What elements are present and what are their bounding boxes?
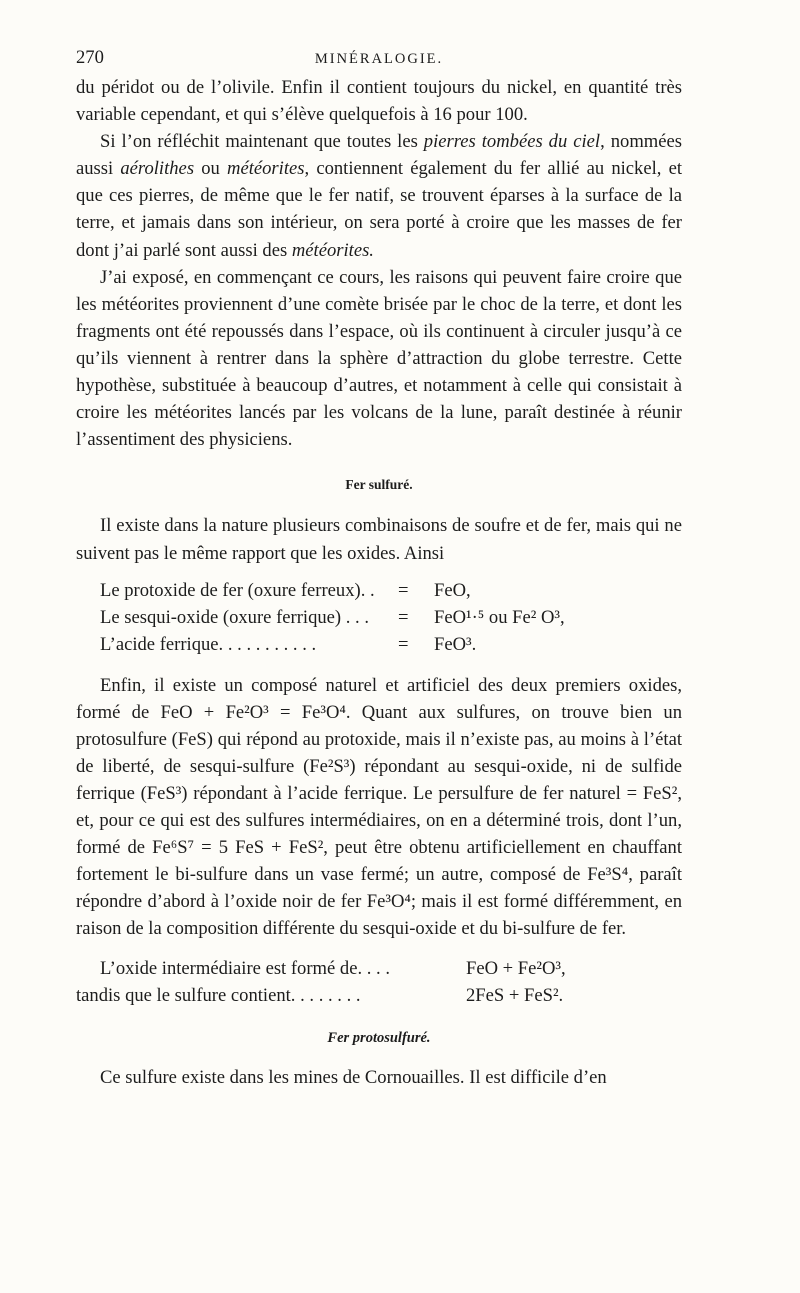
- comparison-formula: 2FeS + FeS².: [466, 984, 564, 1006]
- italic-phrase: météorites: [227, 158, 305, 180]
- page-header: [76, 44, 682, 74]
- paragraph: Il existe dans la nature plusieurs combinaisons de soufre et de fer, mais qui ne suivent pas le même rapport que les oxides. Ainsi: [76, 515, 682, 564]
- page-number: 270: [76, 47, 104, 68]
- comparison-label: tandis que le sulfure contient. . . . . . . .: [76, 984, 361, 1006]
- paragraph: J’ai exposé, en commençant ce cours, les raisons qui peuvent faire croire que les météorites proviennent d’une comète brisée par le choc de la terre, et dont les fragments ont été repoussés dans l’espace, où ils continuent à circuler jusqu’à ce qu’ils viennent à rentrer dans la sphère d’attraction du globe terrestre. Cette hypothèse, substituée à beaucoup d’autres, et notamment à celle qui consistait à croire les météorites lancés par les volcans de la lune, paraît destinée à réunir l’assentiment des physiciens.: [76, 266, 682, 451]
- comparison-formula: FeO + Fe²O³,: [466, 957, 566, 979]
- equals-sign: =: [398, 579, 409, 601]
- paragraph: [76, 128, 682, 263]
- running-title: MINÉRALOGIE.: [314, 51, 444, 67]
- paragraph: Ce sulfure existe dans les mines de Cornouailles. Il est difficile d’en: [100, 1066, 607, 1088]
- oxide-row: [76, 631, 682, 658]
- comparison-row: [76, 955, 682, 982]
- italic-phrase: météorites.: [291, 239, 374, 261]
- text-run: , contiennent également du fer allié au nickel, et que ces pierres, de même que le fer natif, se trouvent éparses à la surface de la terre, et jamais dans son intérieur, on sera porté à croire que les masses de fer dont j’ai parlé sont aussi des: [76, 158, 683, 261]
- comparison-row: [76, 982, 682, 1009]
- equals-sign: =: [398, 633, 409, 655]
- equals-sign: =: [398, 606, 409, 628]
- italic-phrase: pierres tombées du ciel: [423, 131, 601, 153]
- oxide-label: Le sesqui-oxide (oxure ferrique) . . .: [100, 606, 369, 628]
- oxide-row: [76, 604, 682, 631]
- oxide-formula: FeO,: [434, 579, 471, 601]
- italic-phrase: aérolithes: [120, 158, 195, 180]
- paragraph: du péridot ou de l’olivile. Enfin il contient toujours du nickel, en quantité très variable cependant, et qui s’élève quelquefois à 16 pour 100.: [76, 77, 682, 126]
- oxide-label: L’acide ferrique. . . . . . . . . . .: [100, 633, 317, 655]
- text-run: Si l’on réfléchit maintenant que toutes les: [100, 131, 424, 153]
- text-run: ou: [194, 158, 228, 180]
- oxide-row: [76, 577, 682, 604]
- document-page: [76, 44, 682, 1091]
- section-heading: Fer sulfuré.: [345, 477, 413, 493]
- text-run: , nommées aussi: [76, 131, 682, 180]
- oxide-label: Le protoxide de fer (oxure ferreux). .: [100, 579, 375, 601]
- comparison-label: L’oxide intermédiaire est formé de. . . .: [100, 957, 391, 979]
- oxide-list: [76, 577, 682, 658]
- oxide-formula: FeO³.: [434, 633, 477, 655]
- paragraph: Enfin, il existe un composé naturel et artificiel des deux premiers oxides, formé de FeO + Fe²O³ = Fe³O⁴. Quant aux sulfures, on trouve bien un protosulfure (FeS) qui répond au protoxide, mais il n’existe pas, au moins à l’état de liberté, de sesqui-sulfure (Fe²S³) répondant au sesqui-oxide, ni de sulfide ferrique (FeS³) répondant à l’acide ferrique. Le persulfure de fer naturel = FeS², et, pour ce qui est des sulfures intermédiaires, on en a déterminé trois, dont l’un, formé de Fe⁶S⁷ = 5 FeS + FeS², peut être obtenu artificiellement en chauffant fortement le bi-sulfure dans un vase fermé; un autre, composé de Fe³S⁴, paraît répondre d’abord à l’oxide noir de fer Fe³O⁴; mais il est formé différemment, en raison de la composition différente du sesqui-oxide et du bi-sulfure de fer.: [76, 674, 682, 940]
- section-heading: Fer protosulfuré.: [327, 1029, 431, 1046]
- oxide-formula: FeO¹·⁵ ou Fe² O³,: [434, 606, 565, 628]
